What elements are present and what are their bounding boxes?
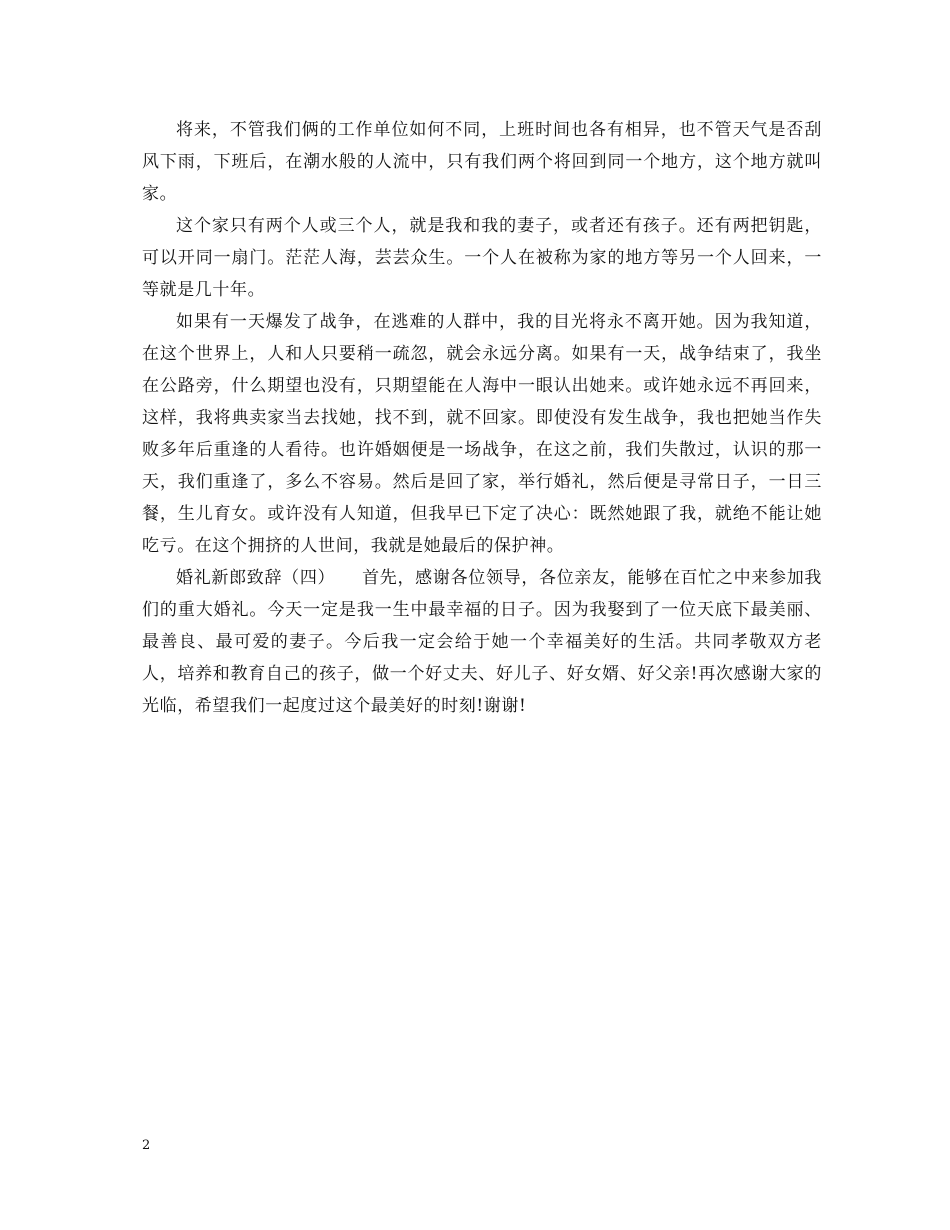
document-body	[142, 114, 822, 722]
paragraph-future-home: 将来，不管我们俩的工作单位如何不同，上班时间也各有相异，也不管天气是否刮风下雨，下班后，在潮水般的人流中，只有我们两个将回到同一个地方，这个地方就叫家。	[142, 120, 822, 204]
paragraph-groom-speech: 婚礼新郎致辞（四） 首先，感谢各位领导，各位亲友，能够在百忙之中来参加我们的重大婚礼。今天一定是我一生中最幸福的日子。因为我娶到了一位天底下最美丽、最善良、最可爱的妻子。今后我一定会给于她一个幸福美好的生活。共同孝敬双方老人，培养和教育自己的孩子，做一个好丈夫、好儿子、好女婿、好父亲!再次感谢大家的光临，希望我们一起度过这个最美好的时刻!谢谢!	[142, 568, 822, 716]
paragraph-war: 如果有一天爆发了战争，在逃难的人群中，我的目光将永不离开她。因为我知道，在这个世界上，人和人只要稍一疏忽，就会永远分离。如果有一天，战争结束了，我坐在公路旁，什么期望也没有，只期望能在人海中一眼认出她来。或许她永远不再回来，这样，我将典卖家当去找她，找不到，就不回家。即使没有发生战争，我也把她当作失败多年后重逢的人看待。也许婚姻便是一场战争，在这之前，我们失散过，认识的那一天，我们重逢了，多么不容易。然后是回了家，举行婚礼，然后便是寻常日子，一日三餐，生儿育女。或许没有人知道，但我早已下定了决心：既然她跟了我，就绝不能让她吃亏。在这个拥挤的人世间，我就是她最后的保护神。	[142, 312, 822, 556]
paragraph-two-keys: 这个家只有两个人或三个人，就是我和我的妻子，或者还有孩子。还有两把钥匙，可以开同一扇门。茫茫人海，芸芸众生。一个人在被称为家的地方等另一个人回来，一等就是几十年。	[142, 216, 822, 300]
page-number: 2	[142, 1138, 151, 1153]
